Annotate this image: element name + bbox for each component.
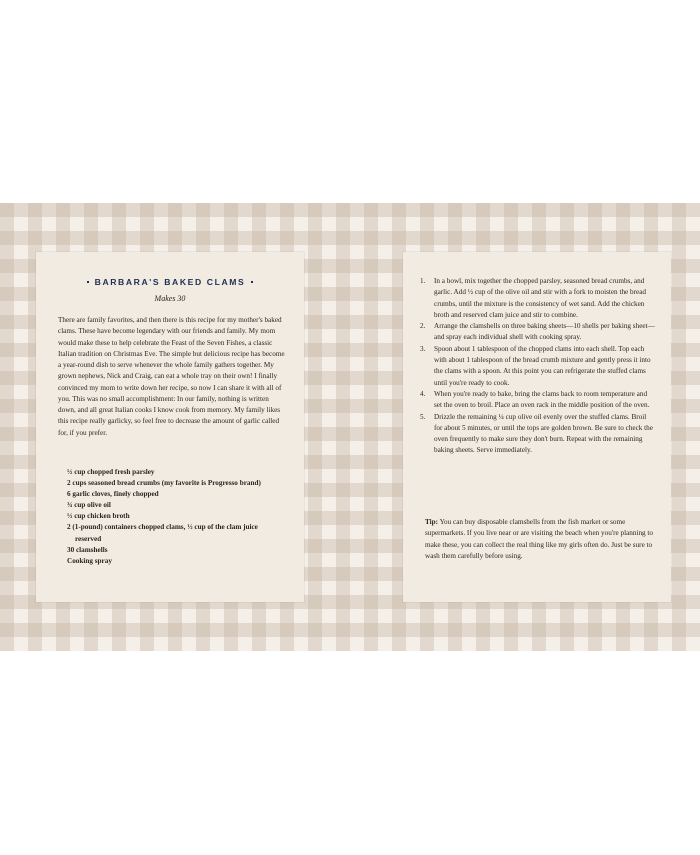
ingredient-list: [67, 467, 285, 567]
ingredient-item: 30 clamshells: [67, 545, 108, 554]
step-number: 3.: [420, 344, 426, 353]
ingredient-item: Cooking spray: [67, 556, 112, 565]
ingredient-item: ½ cup chicken broth: [67, 512, 130, 521]
ingredient-item: 6 garlic cloves, finely chopped: [67, 490, 159, 499]
recipe-title-wrap: [0, 272, 340, 290]
step-text: In a bowl, mix together the chopped parsley, seasoned bread crumbs, and garlic. Add ½ cup of the olive oil and stir with a fork to moisten the bread crumbs, until the mixture is the consistency of wet sand. Add the chicken broth and reserved clam juice and stir to combine.: [434, 277, 646, 319]
step-number: 2.: [420, 322, 426, 331]
recipe-tip: [425, 517, 655, 562]
tip-text: You can buy disposable clamshells from the fish market or some supermarkets. If you live near or are visiting the beach when you're planning to make these, you can collect the real thing like my girls often do. Just be sure to wash them carefully before using.: [425, 518, 654, 560]
step-list: [420, 276, 656, 457]
step-text: When you're ready to bake, bring the clams back to room temperature and set the oven to broil. Place an oven rack in the middle position of the oven.: [434, 389, 650, 410]
ingredient-item: 2 (1-pound) containers chopped clams, ½ cup of the clam juice reserved: [67, 523, 258, 543]
tip-label: Tip:: [425, 518, 439, 526]
step-number: 5.: [420, 412, 426, 421]
step-text: Drizzle the remaining ¼ cup olive oil evenly over the stuffed clams. Broil for about 5 minutes, or until the tops are golden brown. Be sure to check the oven frequently to make sure they don't burn. Repeat with the remaining baking sheets. Serve immediately.: [434, 412, 653, 455]
step-item: [420, 276, 656, 321]
step-text: Spoon about 1 tablespoon of the chopped clams into each shell. Top each with about 1 tablespoon of the bread crumb mixture and gently press it into the clams with a spoon. At this point you can refrigerate the stuffed clams until you're ready to cook.: [434, 344, 651, 387]
recipe-yield: Makes 30: [154, 294, 186, 303]
recipe-intro: There are family favorites, and then there is this recipe for my mother's baked clams. These have become legendary with our friends and family. My mom would make these to help celebrate the Feast of the Seven Fishes, a classic Italian tradition on Christmas Eve. The simple but delicious recipe has become a year-round dish to serve whenever the whole family gathers together. My grown nephews, Nick and Craig, can eat a whole tray on their own! I finally convinced my mom to write down her recipe, so now I can share it with all of you. This was no small accomplishment: In our family, nothing is written down, and all great Italian cooks I know cook from memory. My family likes this recipe really garlicky, so feel free to decrease the amount of garlic called for, if you prefer.: [58, 316, 285, 437]
ingredient-item: ¾ cup olive oil: [67, 501, 111, 510]
step-number: 4.: [420, 389, 426, 398]
step-item: [420, 321, 656, 344]
step-text: Arrange the clamshells on three baking sheets—10 shells per baking sheet—and spray each individual shell with cooking spray.: [434, 322, 655, 342]
ingredient-item: 2 cups seasoned bread crumbs (my favorite is Progresso brand): [67, 479, 261, 488]
step-item: [420, 412, 656, 457]
step-number: 1.: [420, 277, 426, 285]
recipe-title: BARBARA'S BAKED CLAMS: [87, 277, 254, 287]
step-item: [420, 344, 656, 389]
step-item: [420, 389, 656, 412]
ingredient-item: ½ cup chopped fresh parsley: [67, 468, 155, 476]
